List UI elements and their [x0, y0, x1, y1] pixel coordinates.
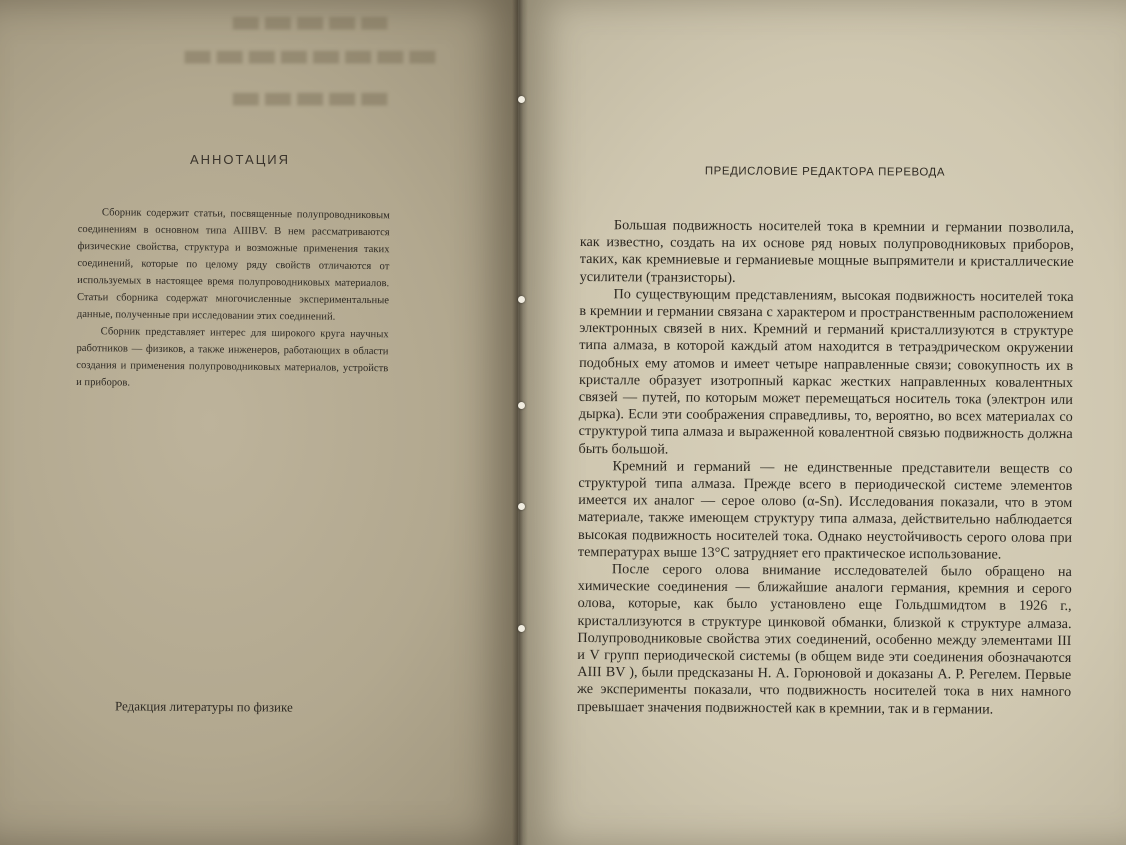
binding-stitch	[518, 625, 525, 632]
publisher-footer: Редакция литературы по физике	[114, 698, 293, 715]
annotation-title: АННОТАЦИЯ	[189, 152, 291, 167]
left-page	[0, 0, 524, 845]
annotation-paragraph-2: Сборник представляет интерес для широкого круга научных работников — физиков, а также инженеров, работающих в области создания и применения полупроводниковых материалов, устройств и приборов.	[76, 326, 389, 389]
annotation-body	[76, 204, 390, 394]
binding-stitch	[518, 96, 525, 103]
show-through-decoration: ▬▬▬▬▬ ▬▬▬▬▬▬▬▬ ▬▬▬▬▬	[181, 1, 439, 117]
preface-paragraph-3: Кремний и германий — не единственные представители веществ со структурой типа алмаза. Прежде всего в периодической системе элементов имеется их аналог — серое олово (α-Sn). Исследования показали, что в этом материале, также имеющем структуру типа алмаза, действительно наблюдается высокая подвижность носителей тока. Однако неустойчивость серого олова при температурах выше 13°C затрудняет его практическое использование.	[577, 458, 1073, 563]
preface-body	[577, 217, 1074, 719]
binding-stitch	[518, 296, 525, 303]
book-gutter	[512, 0, 528, 845]
binding-stitch	[518, 402, 525, 409]
preface-paragraph-1: Большая подвижность носителей тока в кремнии и германии позволила, как известно, создать на их основе ряд новых полупроводниковых приборов, таких, как кремниевые и германиевые мощные выпрямители и кристаллические усилители (транзисторы).	[579, 217, 1074, 286]
binding-stitch	[518, 503, 525, 510]
preface-title: ПРЕДИСЛОВИЕ РЕДАКТОРА ПЕРЕВОДА	[704, 165, 946, 179]
preface-paragraph-4: После серого олова внимание исследователей было обращено на химические соединения — ближайшие аналоги германия, кремния и серого олова, которые, как было установлено еще Гольдшмидтом в 1926 г., кристаллизуются в структуре цинковой обманки, близкой к структуре алмаза. Полупроводниковые свойства этих соединений, особенно между элементами III и V групп периодической системы (в общем виде эти соединения обозначаются AIII BV ), были предсказаны Н. А. Горюновой и доказаны А. Р. Регелем. Первые же эксперименты показали, что подвижность носителей тока в них намного превышает значения подвижностей как в кремнии, так и в германии.	[576, 561, 1072, 718]
annotation-paragraph-1: Сборник содержит статьи, посвященные полупроводниковым соединениям в основном типа AIIIBV. В нем рассматриваются физические свойства, структура и возможные применения таких соединений, которые по целому ряду свойств отличаются от используемых в настоящее время полупроводниковых материалов. Статьи сборника содержат многочисленные экспериментальные данные, полученные при исследовании этих соединений.	[76, 207, 390, 323]
preface-paragraph-2: По существующим представлениям, высокая подвижность носителей тока в кремнии и германии связана с характером и пространственным расположением электронных связей в них. Кремний и германий кристаллизуются в структуре типа алмаза, в которой каждый атом находится в тетраэдрическом окружении подобных ему атомов и имеет четыре направленные связи; совокупность их в кристалле образует изотропный каркас жестких направленных ковалентных связей — путей, по которым может перемещаться носитель тока (электрон или дырка). Если эти соображения справедливы, то, вероятно, во всех материалах со структурой типа алмаза и выраженной ковалентной связью подвижность должна быть большой.	[578, 286, 1074, 458]
